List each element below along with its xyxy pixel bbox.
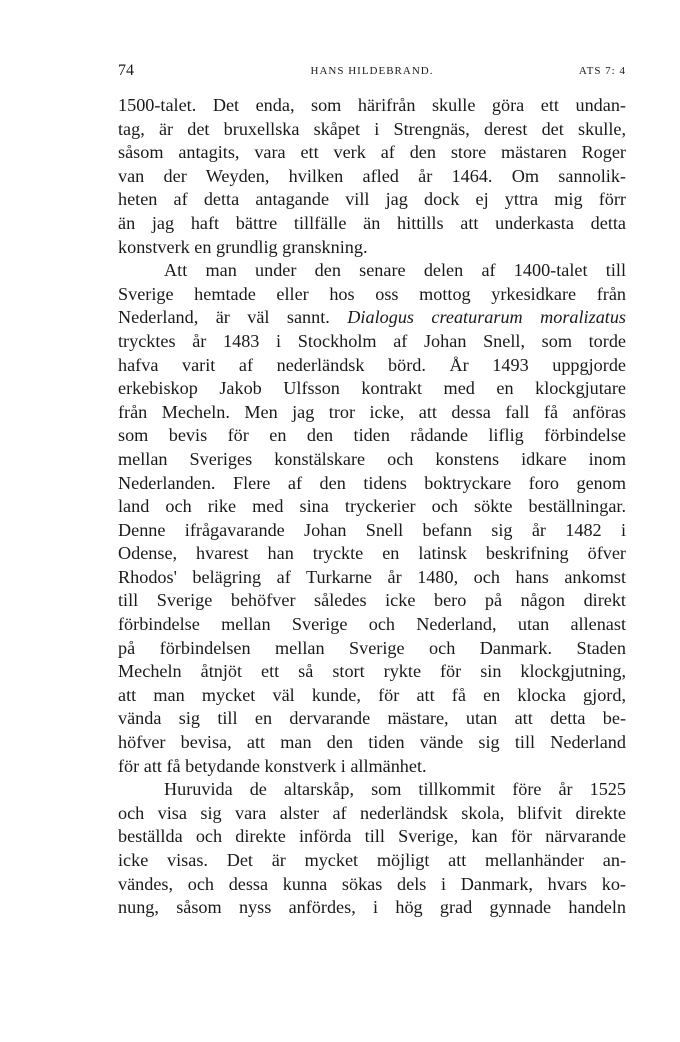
text-line: Odense, hvarest han tryckte en latinsk beskrifning öfver	[118, 543, 626, 564]
text-line: vändes, och dessa kunna sökas dels i Danmark, hvars ko-	[118, 873, 626, 894]
text-line: förbindelse mellan Sverige och Nederland, utan allenast	[118, 614, 626, 635]
text-line: heten af detta antagande vill jag dock ej yttra mig förr	[118, 189, 626, 210]
text-line-with-title	[118, 306, 626, 330]
page-header	[118, 62, 626, 82]
text-line: såsom antagits, vara ett verk af den store mästaren Roger	[118, 142, 626, 163]
text-line: som bevis för en den tiden rådande liflig förbindelse	[118, 425, 626, 446]
text-line: på förbindelsen mellan Sverige och Danmark. Staden	[118, 637, 626, 658]
text-line: att man mycket väl kunde, för att få en klocka gjord,	[118, 684, 626, 705]
signature-mark: ATS 7: 4	[578, 65, 626, 77]
text-line: hafva varit af nederländsk börd. År 1493 uppgjorde	[118, 354, 626, 375]
text-fragment: Nederland, är väl sannt.	[118, 307, 330, 328]
text-line: för att få betydande konstverk i allmänhet.	[118, 755, 427, 776]
text-line: Mecheln åtnjöt ett så stort rykte för sin klockgjutning,	[118, 661, 626, 682]
text-line: land och rike med sina tryckerier och sökte beställningar.	[118, 496, 626, 517]
text-line: icke visas. Det är mycket möjligt att mellanhänder an-	[118, 850, 626, 870]
text-line: vända sig till en dervarande mästare, utan att detta be-	[118, 708, 626, 729]
text-line: höfver bevisa, att man den tiden vände sig till Nederland	[118, 732, 626, 753]
page-number: 74	[118, 62, 134, 79]
text-line: beställda och direkte införda till Sverige, kan för närvarande	[118, 826, 626, 847]
text-line: Denne ifrågavarande Johan Snell befann sig år 1482 i	[118, 519, 626, 540]
running-title: HANS HILDEBRAND.	[310, 65, 434, 77]
text-line: än jag haft bättre tillfälle än hittills att underkasta detta	[118, 212, 626, 233]
text-line: Huruvida de altarskåp, som tillkommit före år 1525	[164, 779, 626, 800]
page-body	[118, 94, 626, 920]
paragraph-3	[118, 778, 626, 920]
text-line: trycktes år 1483 i Stockholm af Johan Snell, som torde	[118, 330, 626, 351]
text-line: konstverk en grundlig granskning.	[118, 236, 368, 257]
book-title: Dialogus creaturarum moralizatus	[347, 307, 627, 328]
text-line: erkebiskop Jakob Ulfsson kontrakt med en klockgjutare	[118, 378, 626, 399]
text-line: Sverige hemtade eller hos oss mottog yrkesidkare från	[118, 283, 626, 304]
text-line: van der Weyden, hvilken afled år 1464. Om sannolik-	[118, 165, 626, 186]
text-line: Att man under den senare delen af 1400-talet till	[164, 260, 626, 281]
text-line: till Sverige behöfver således icke bero på någon direkt	[118, 590, 626, 611]
text-line: från Mecheln. Men jag tror icke, att dessa fall få anföras	[118, 401, 626, 422]
text-line: 1500-talet. Det enda, som härifrån skulle göra ett undan-	[118, 95, 626, 115]
text-line: och visa sig vara alster af nederländsk skola, blifvit direkte	[118, 802, 626, 823]
text-line: nung, såsom nyss anfördes, i hög grad gynnade handeln	[118, 897, 626, 918]
paragraph-1	[118, 94, 626, 259]
text-line: Nederlanden. Flere af den tidens boktryckare foro genom	[118, 472, 626, 493]
paragraph-2	[118, 259, 626, 778]
text-line: Rhodos' belägring af Turkarne år 1480, och hans ankomst	[118, 566, 626, 587]
text-line: mellan Sveriges konstälskare och konstens idkare inom	[118, 448, 626, 469]
text-line: tag, är det bruxellska skåpet i Strengnäs, derest det skulle,	[118, 118, 626, 139]
